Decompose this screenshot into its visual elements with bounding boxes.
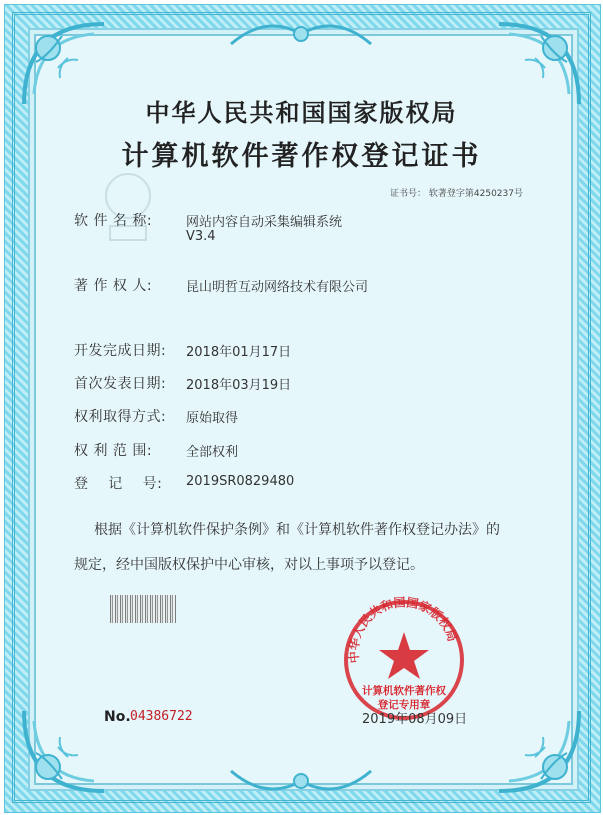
certificate-number xyxy=(390,186,523,199)
registration-number-value: 2019SR0829480 xyxy=(186,474,295,489)
development-date-label: 开发完成日期: xyxy=(74,343,167,359)
barcode-image xyxy=(110,595,176,623)
software-name-value: 网站内容自动采集编辑系统 xyxy=(186,215,343,230)
rights-acquisition-label: 权利取得方式: xyxy=(74,409,167,425)
rights-acquisition-value: 原始取得 xyxy=(186,411,239,426)
certificate-number-value: 软著登字第4250237号 xyxy=(428,189,523,199)
top-ornament-icon xyxy=(226,14,376,54)
seal-inner-line-1: 计算机软件著作权 xyxy=(362,685,446,697)
rights-scope-value: 全部权利 xyxy=(186,445,239,460)
certificate-title: 计算机软件著作权登记证书 xyxy=(121,141,482,172)
seal-star-icon xyxy=(379,632,429,679)
official-seal xyxy=(340,596,468,724)
emblem-watermark-icon xyxy=(98,168,158,248)
issue-date: 2019年08月09日 xyxy=(362,712,468,727)
serial-number-label: No. xyxy=(104,709,131,725)
copyright-owner-label: 著 作 权 人: xyxy=(74,278,153,294)
bottom-ornament-icon xyxy=(226,761,376,801)
serial-number-value: 04386722 xyxy=(130,709,193,724)
statement-line-1: 根据《计算机软件保护条例》和《计算机软件著作权登记办法》的 xyxy=(94,522,500,538)
software-name-label: 软 件 名 称: xyxy=(74,213,153,229)
first-publication-date-label: 首次发表日期: xyxy=(74,376,167,392)
seal-inner-line-2: 登记专用章 xyxy=(377,699,431,711)
copyright-owner-value: 昆山明哲互动网络技术有限公司 xyxy=(186,280,369,295)
first-publication-date-value: 2018年03月19日 xyxy=(186,378,292,393)
corner-ornament-icon xyxy=(493,705,585,797)
corner-ornament-icon xyxy=(18,705,110,797)
registration-number-label: 登 记 号: xyxy=(74,476,163,492)
certificate-number-label: 证书号： xyxy=(390,189,427,199)
development-date-value: 2018年01月17日 xyxy=(186,345,292,360)
rights-scope-label: 权 利 范 围: xyxy=(74,443,153,459)
software-version-value: V3.4 xyxy=(186,229,216,244)
statement-line-2: 规定，经中国版权保护中心审核，对以上事项予以登记。 xyxy=(74,557,424,573)
issuing-authority-title: 中华人民共和国国家版权局 xyxy=(145,98,458,127)
seal-outer-text: 中华人民共和国国家版权局 xyxy=(346,596,460,664)
